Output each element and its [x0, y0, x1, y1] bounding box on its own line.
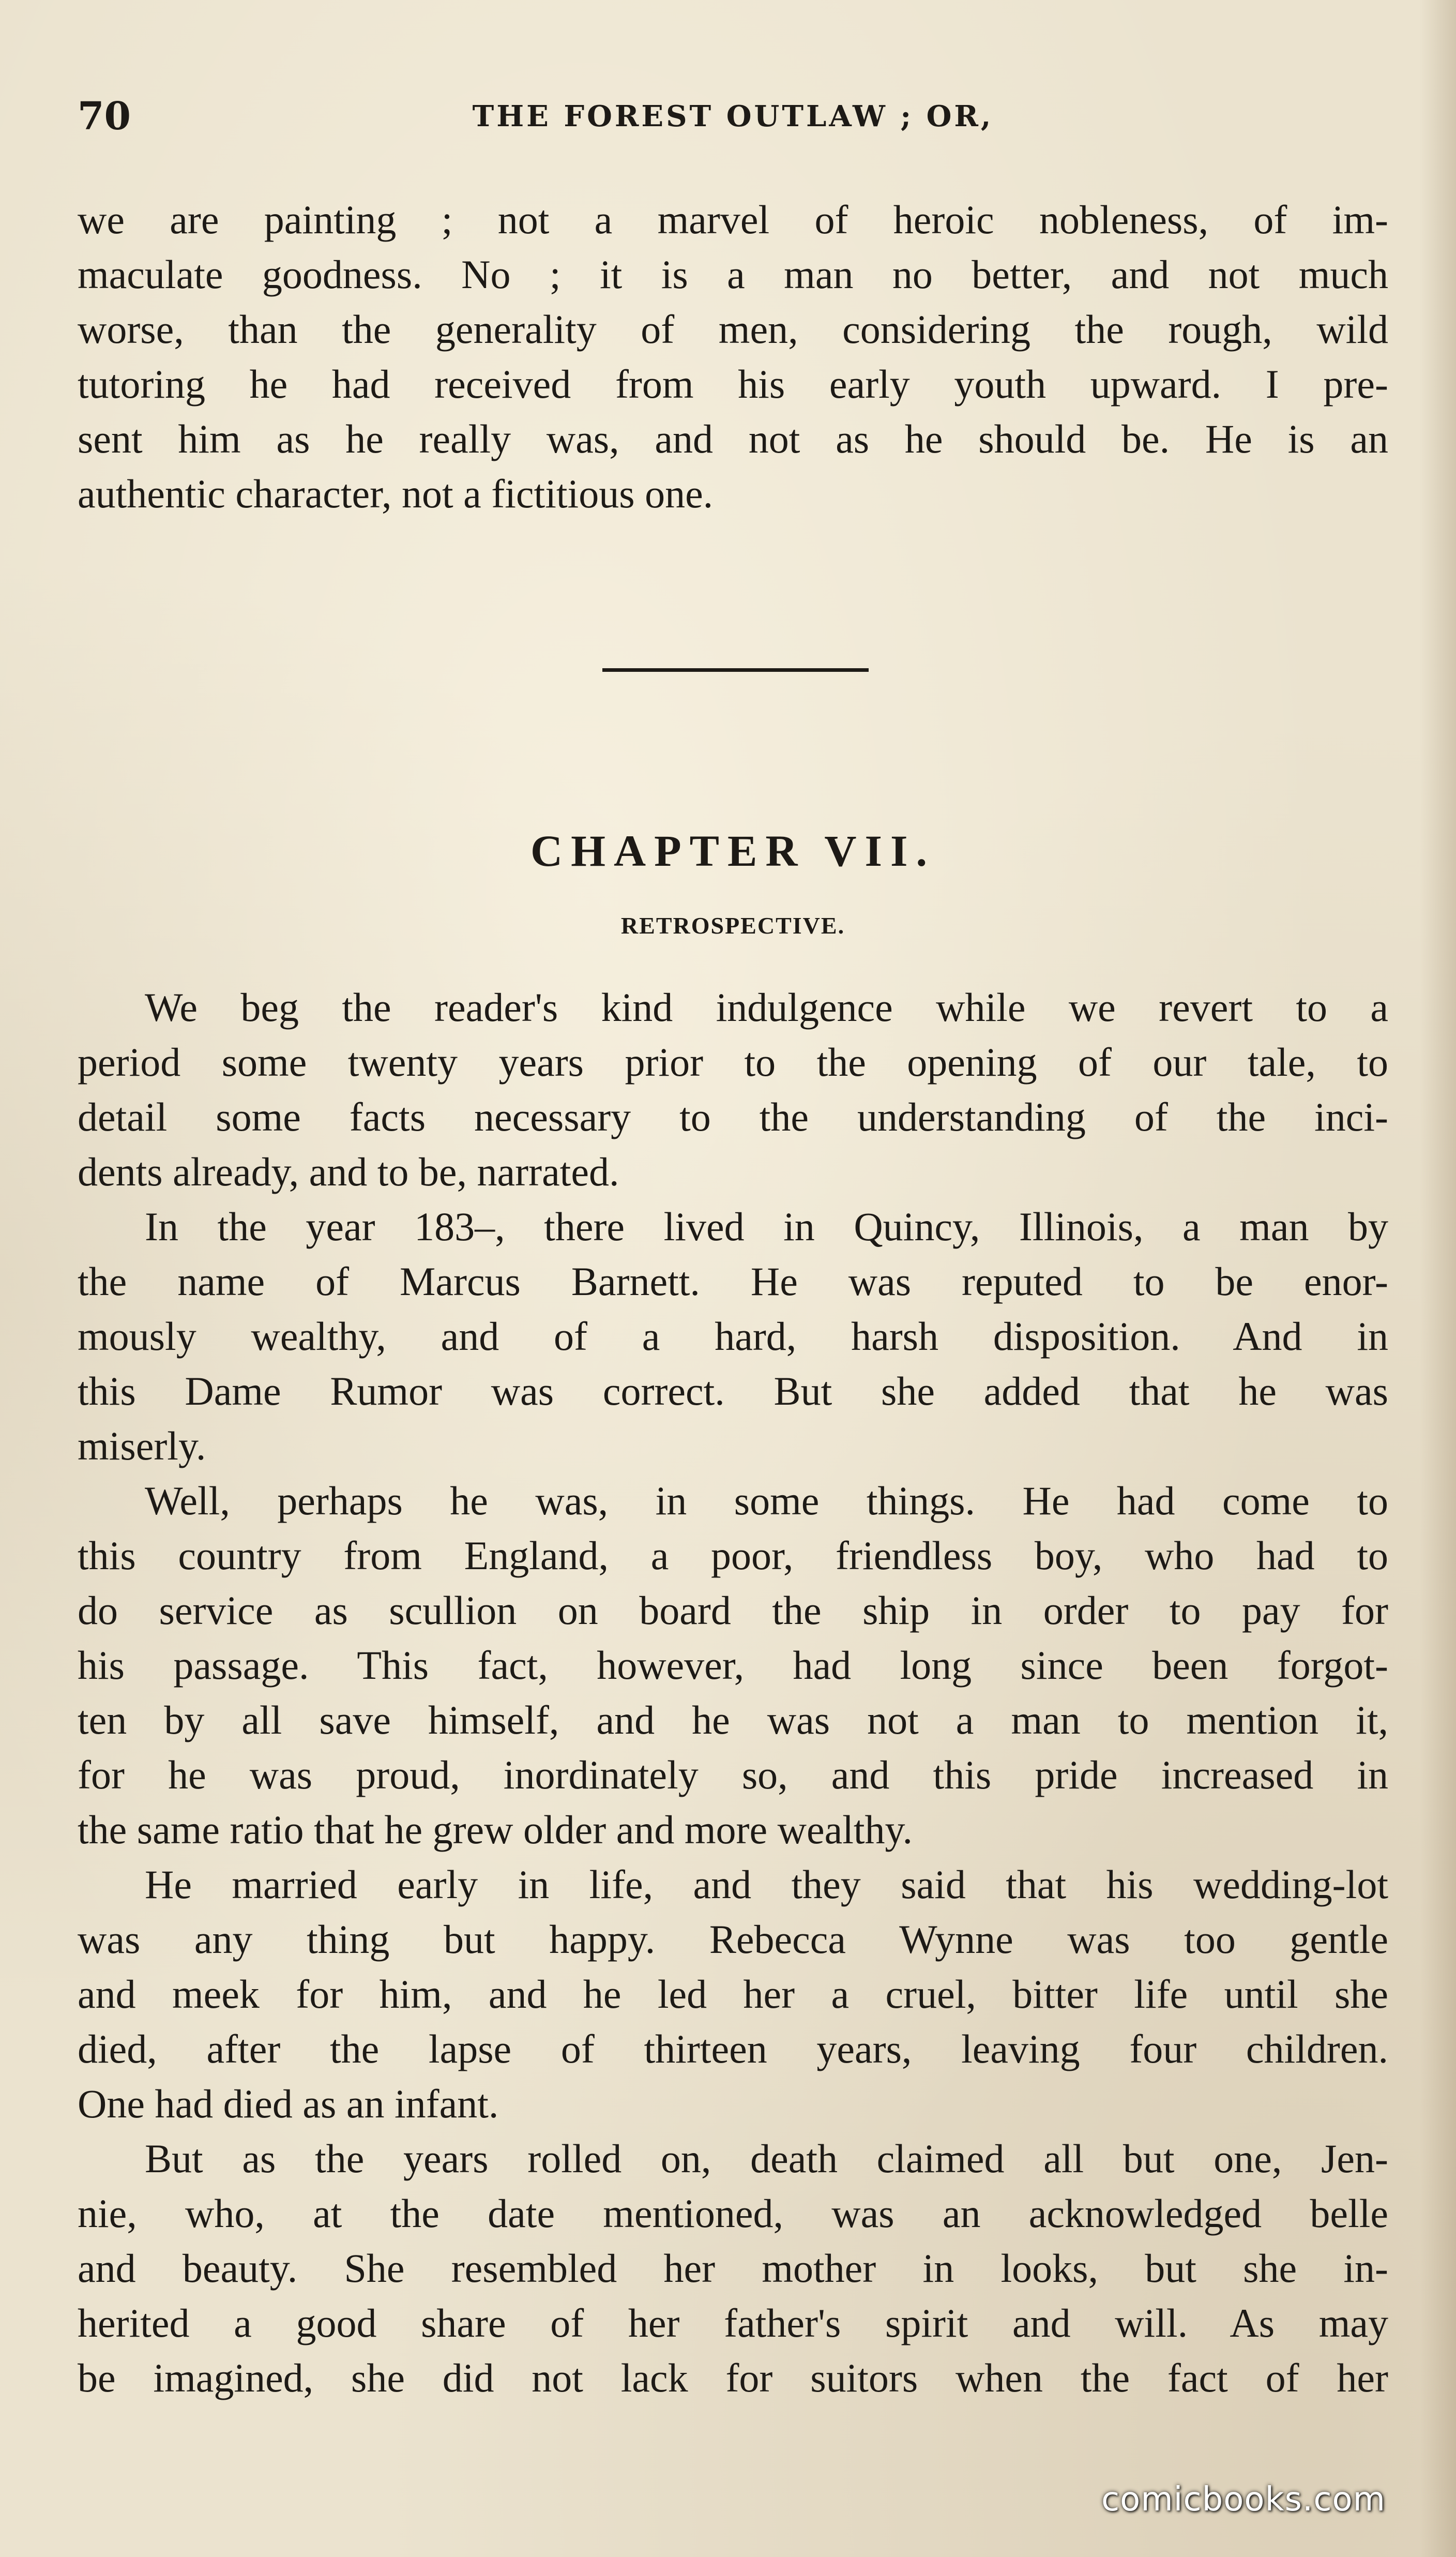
text-line: and beauty. She resembled her mother in looks, but she in-: [78, 2246, 1388, 2291]
text-line: sent him as he really was, and not as he should be. He is an: [78, 416, 1388, 461]
running-head: [78, 88, 1388, 145]
text-line: nie, who, at the date mentioned, was an acknowledged belle: [78, 2191, 1388, 2236]
text-line: his passage. This fact, however, had long since been forgot-: [78, 1643, 1388, 1688]
text-line: maculate goodness. No ; it is a man no better, and not much: [78, 252, 1388, 297]
text-line: died, after the lapse of thirteen years, leaving four children.: [78, 2026, 1388, 2071]
page-edge-shadow: [1420, 0, 1456, 2557]
watermark: comicbooks.com: [1101, 2480, 1386, 2519]
text-line: dents already, and to be, narrated.: [78, 1149, 619, 1194]
text-line: ten by all save himself, and he was not a man to mention it,: [78, 1697, 1388, 1742]
text-line: He married early in life, and they said that his wedding-lot: [145, 1862, 1388, 1907]
opening-paragraph: [78, 192, 1388, 521]
text-line: In the year 183–, there lived in Quincy, Illinois, a man by: [145, 1204, 1388, 1249]
text-line: the same ratio that he grew older and more wealthy.: [78, 1807, 913, 1852]
text-line: One had died as an infant.: [78, 2081, 499, 2126]
chapter-title: CHAPTER VII.: [530, 826, 935, 876]
text-line: mously wealthy, and of a hard, harsh disposition. And in: [78, 1314, 1388, 1359]
text-line: detail some facts necessary to the understanding of the inci-: [78, 1094, 1388, 1139]
text-line: for he was proud, inordinately so, and this pride increased in: [78, 1752, 1388, 1797]
text-line: and meek for him, and he led her a cruel, bitter life until she: [78, 1972, 1388, 2017]
chapter-subtitle: RETROSPECTIVE.: [620, 912, 845, 939]
section-divider-rule: [602, 668, 869, 672]
text-line: was any thing but happy. Rebecca Wynne was too gentle: [78, 1917, 1388, 1962]
text-line: miserly.: [78, 1423, 206, 1468]
text-line: this Dame Rumor was correct. But she added that he was: [78, 1368, 1388, 1413]
text-line: authentic character, not a fictitious one.: [78, 471, 714, 516]
text-line: Well, perhaps he was, in some things. He had come to: [145, 1478, 1388, 1523]
text-line: we are painting ; not a marvel of heroic nobleness, of im-: [78, 197, 1388, 242]
text-line: this country from England, a poor, friendless boy, who had to: [78, 1533, 1388, 1578]
text-line: period some twenty years prior to the opening of our tale, to: [78, 1040, 1388, 1085]
text-line: be imagined, she did not lack for suitors when the fact of her: [78, 2355, 1388, 2400]
text-line: tutoring he had received from his early youth upward. I pre-: [78, 362, 1388, 407]
text-line: worse, than the generality of men, considering the rough, wild: [78, 307, 1388, 352]
text-line: do service as scullion on board the ship in order to pay for: [78, 1588, 1388, 1633]
text-line: But as the years rolled on, death claimed all but one, Jen-: [145, 2136, 1388, 2181]
text-line: herited a good share of her father's spirit and will. As may: [78, 2300, 1388, 2345]
chapter-body: [78, 980, 1388, 2405]
text-line: the name of Marcus Barnett. He was reputed to be enor-: [78, 1259, 1388, 1304]
text-line: We beg the reader's kind indulgence while we revert to a: [145, 985, 1388, 1030]
running-title: THE FOREST OUTLAW ; OR,: [472, 99, 994, 133]
page-number: 70: [78, 94, 131, 139]
